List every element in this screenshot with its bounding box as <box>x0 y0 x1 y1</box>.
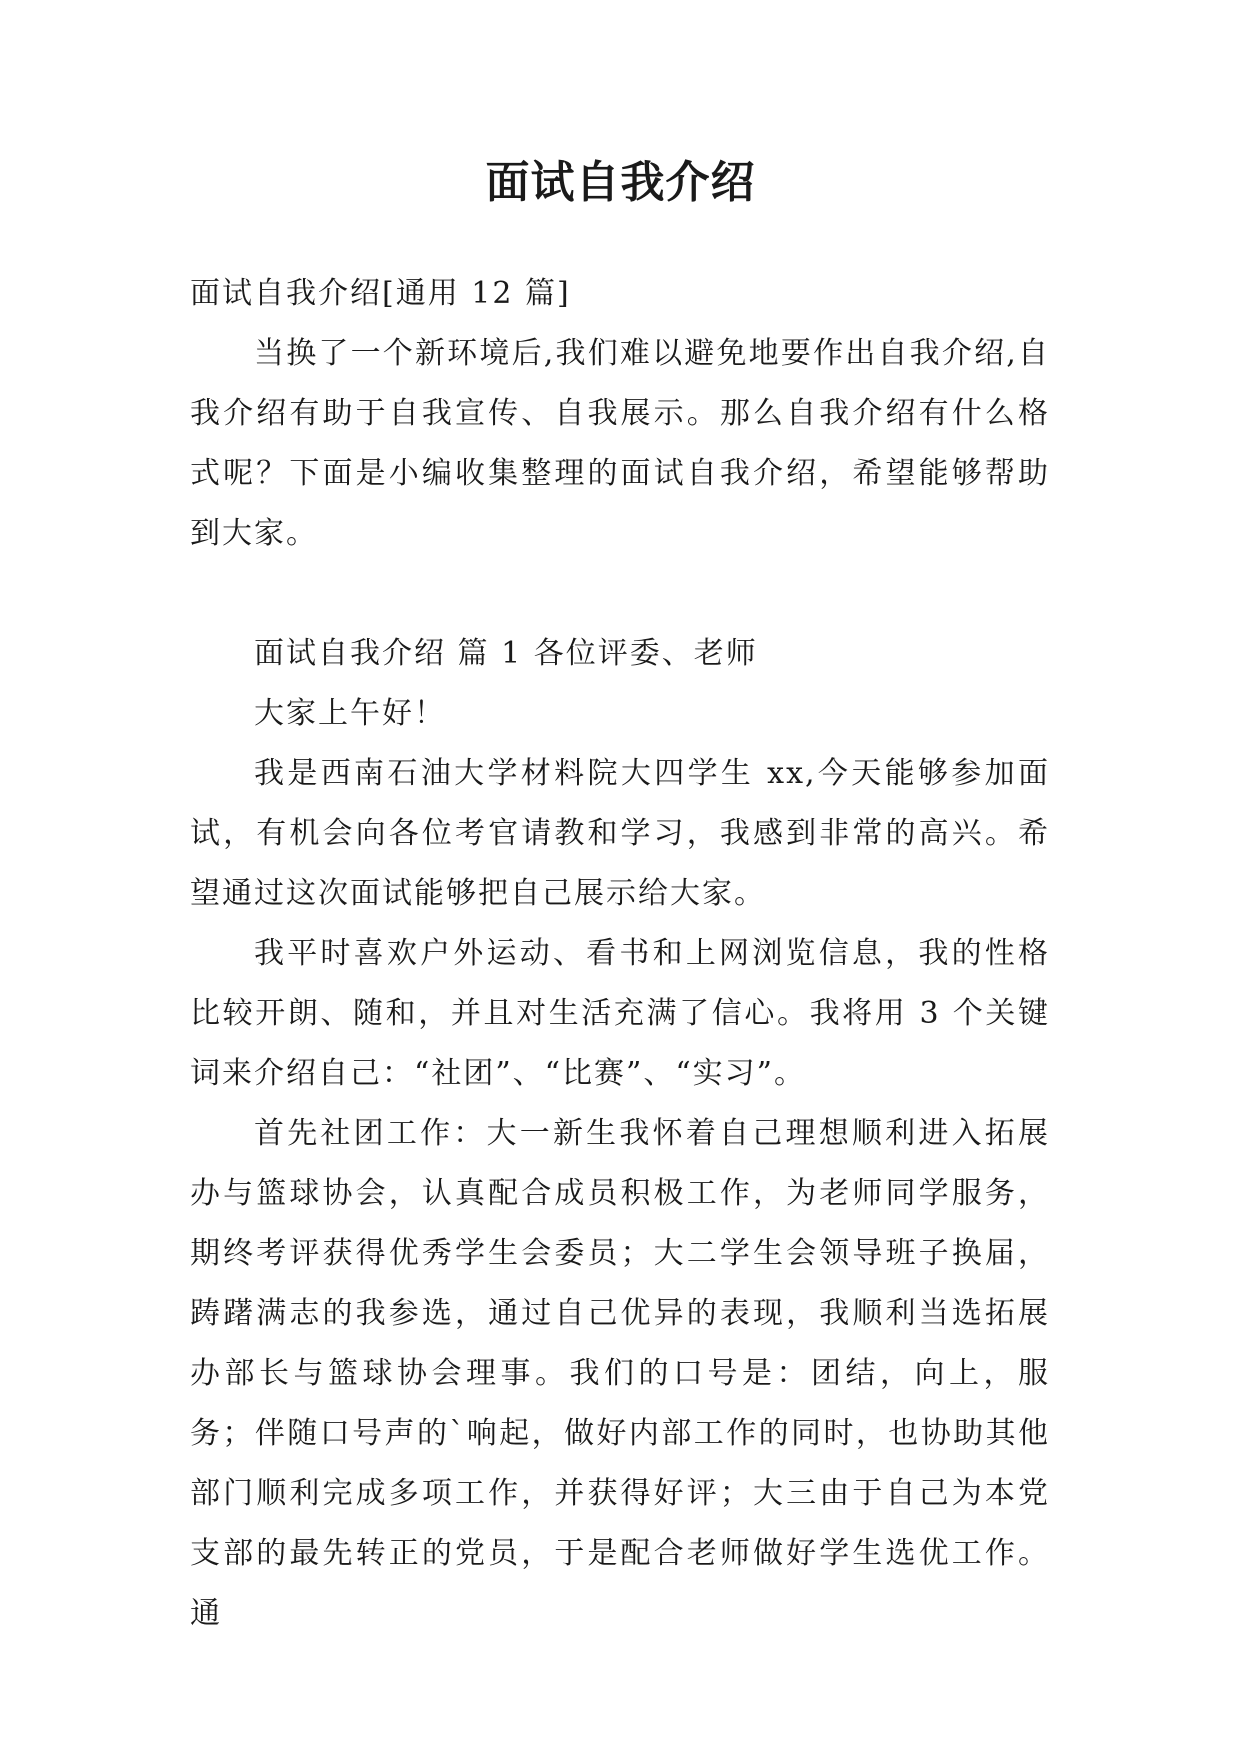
body-paragraph: 首先社团工作：大一新生我怀着自己理想顺利进入拓展办与篮球协会，认真配合成员积极工作，为老师同学服务，期终考评获得优秀学生会委员；大二学生会领导班子换届，踌躇满志的我参选，通过自己优异的表现，我顺利当选拓展办部长与篮球协会理事。我们的口号是：团结，向上，服务；伴随口号声的`响起，做好内部工作的同时，也协助其他部门顺利完成多项工作，并获得好评；大三由于自己为本党支部的最先转正的党员，于是配合老师做好学生选优工作。通 <box>190 1116 1050 1631</box>
section-heading: 面试自我介绍 篇 1 各位评委、老师 <box>254 636 758 671</box>
document-title: 面试自我介绍 <box>485 157 756 208</box>
document-body <box>190 264 1050 1644</box>
body-paragraph: 我是西南石油大学材料院大四学生 xx,今天能够参加面试，有机会向各位考官请教和学习，我感到非常的高兴。希望通过这次面试能够把自己展示给大家。 <box>190 756 1050 911</box>
body-paragraph: 我平时喜欢户外运动、看书和上网浏览信息，我的性格比较开朗、随和，并且对生活充满了信心。我将用 3 个关键词来介绍自己：“社团”、“比赛”、“实习”。 <box>190 936 1050 1091</box>
document-subtitle: 面试自我介绍[通用 12 篇] <box>190 276 571 311</box>
paragraph-spacer <box>190 564 1050 624</box>
intro-paragraph: 当换了一个新环境后,我们难以避免地要作出自我介绍,自我介绍有助于自我宣传、自我展示。那么自我介绍有什么格式呢？下面是小编收集整理的面试自我介绍，希望能够帮助到大家。 <box>190 336 1050 551</box>
greeting-line: 大家上午好！ <box>254 696 446 731</box>
